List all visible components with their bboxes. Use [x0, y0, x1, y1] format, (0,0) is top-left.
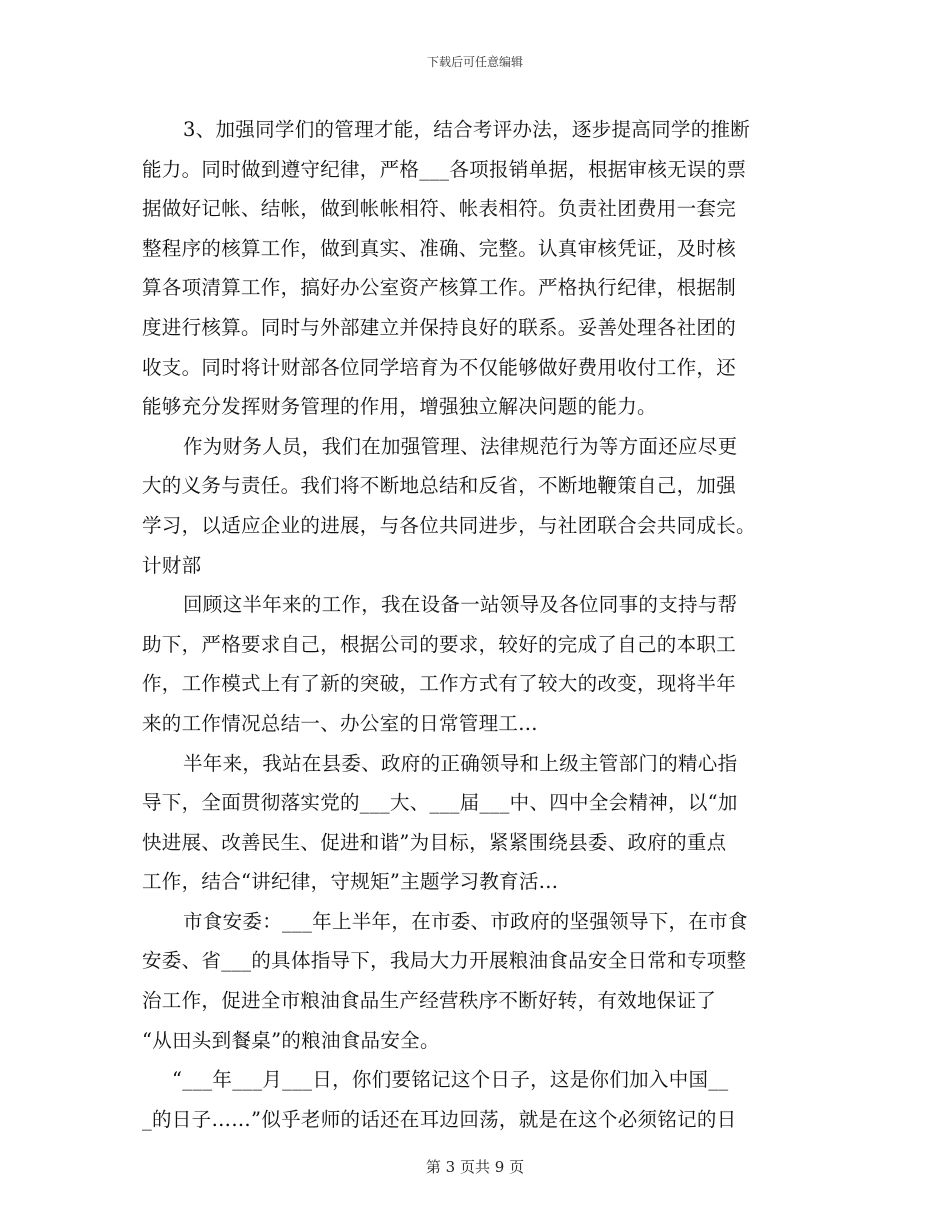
text-line: 算各项清算工作，搞好办公室资产核算工作。严格执行纪律，根据制 — [142, 276, 737, 300]
text-line: 来的工作情况总结一、办公室的日常管理工... — [142, 711, 538, 735]
text-line: 作为财务人员，我们在加强管理、法律规范行为等方面还应尽更 — [183, 434, 738, 458]
text-line: 整程序的核算工作，做到真实、准确、完整。认真审核凭证，及时核 — [142, 236, 737, 260]
text-line: 安委、省___的具体指导下，我局大力开展粮油食品安全日常和专项整 — [142, 949, 747, 973]
text-line: 快进展、改善民生、促进和谐”为目标，紧紧围绕县委、政府的重点 — [142, 830, 727, 854]
text-line: “从田头到餐桌”的粮油食品安全。 — [142, 1028, 440, 1052]
page-header: 下载后可任意编辑 — [426, 55, 523, 69]
text-line: 据做好记帐、结帐，做到帐帐相符、帐表相符。负责社团费用一套完 — [142, 197, 737, 221]
text-line: 回顾这半年来的工作，我在设备一站领导及各位同事的支持与帮 — [183, 593, 738, 617]
text-line: 度进行核算。同时与外部建立并保持良好的联系。妥善处理各社团的 — [142, 315, 737, 339]
text-line: 作，工作模式上有了新的突破，工作方式有了较大的改变，现将半年 — [142, 672, 737, 696]
text-line: 计财部 — [142, 553, 202, 577]
text-line: 导下，全面贯彻落实党的___大、___届___中、四中全会精神，以“加 — [142, 791, 738, 815]
text-line: 学习，以适应企业的进展，与各位共同进步，与社团联合会共同成长。 — [142, 513, 756, 537]
text-line: 收支。同时将计财部各位同学培育为不仅能够做好费用收付工作，还 — [142, 355, 737, 379]
text-line: 大的义务与责任。我们将不断地总结和反省，不断地鞭策自己，加强 — [142, 474, 737, 498]
text-line: 工作，结合“讲纪律，守规矩”主题学习教育活... — [142, 870, 559, 894]
text-line: “___年___月___日，你们要铭记这个日子，这是你们加入中国__ — [172, 1068, 729, 1092]
text-line: 能力。同时做到遵守纪律，严格___各项报销单据，根据审核无误的票 — [142, 157, 747, 181]
document-body — [142, 110, 808, 1139]
text-line: 治工作，促进全市粮油食品生产经营秩序不断好转，有效地保证了 — [142, 989, 717, 1013]
text-line: 市食安委：___年上半年，在市委、市政府的坚强领导下，在市食 — [183, 909, 748, 933]
page-number: 第 3 页共 9 页 — [425, 1158, 525, 1176]
text-line: _的日子……”似乎老师的话还在耳边回荡，就是在这个必须铭记的日 — [142, 1107, 737, 1131]
text-line: 助下，严格要求自己，根据公司的要求，较好的完成了自己的本职工 — [142, 632, 737, 656]
text-line: 3、加强同学们的管理才能，结合考评办法，逐步提高同学的推断 — [183, 118, 751, 141]
text-line: 半年来，我站在县委、政府的正确领导和上级主管部门的精心指 — [183, 751, 738, 775]
text-line: 能够充分发挥财务管理的作用，增强独立解决问题的能力。 — [142, 395, 657, 419]
